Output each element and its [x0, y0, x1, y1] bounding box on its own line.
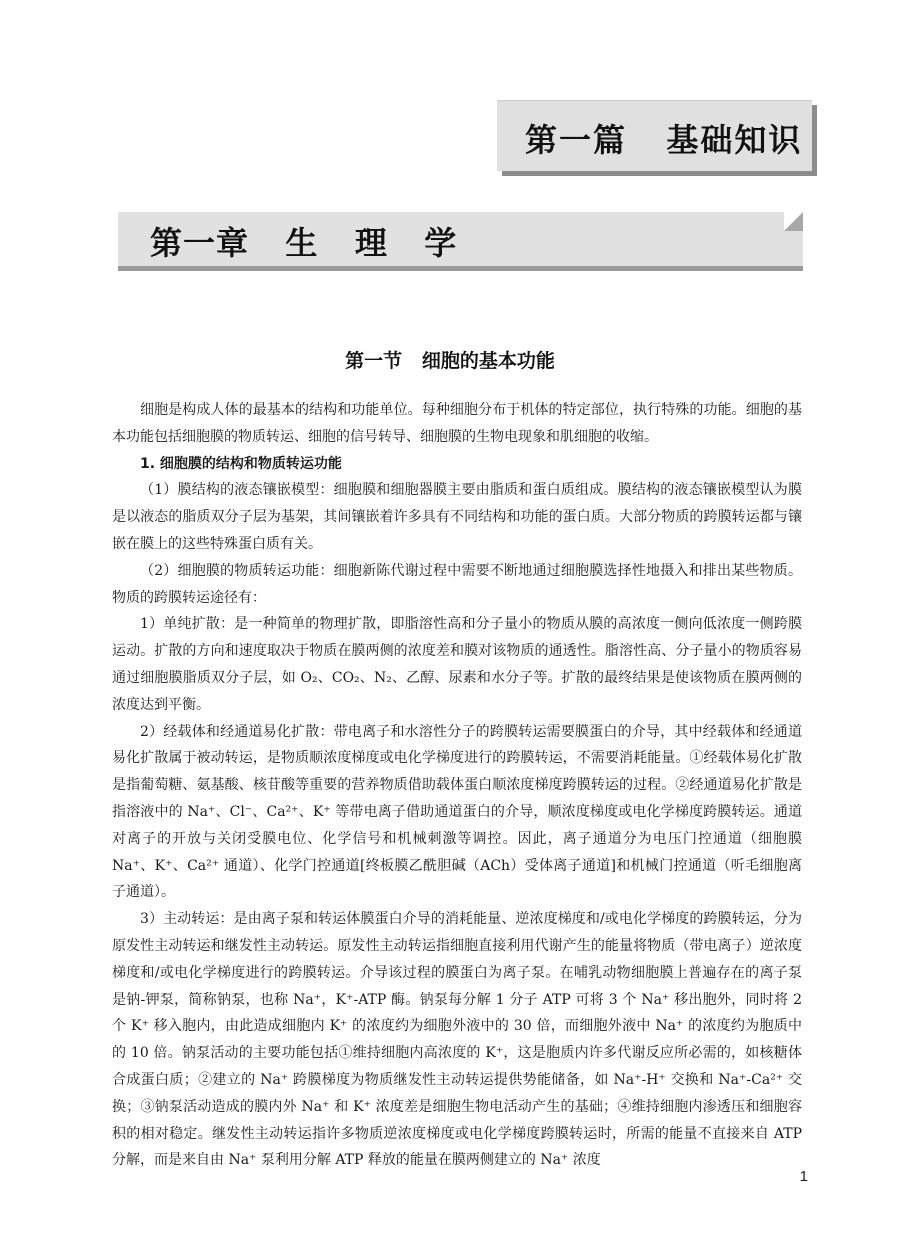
part-title-banner [497, 100, 812, 171]
body-text [112, 397, 802, 1174]
paragraph-simple-diffusion: 1）单纯扩散：是一种简单的物理扩散，即脂溶性高和分子量小的物质从膜的高浓度一侧向低浓度一侧跨膜运动。扩散的方向和速度取决于物质在膜两侧的浓度差和膜对该物质的通透性。脂溶性高、分子量小的物质容易通过细胞膜脂质双分子层，如 O₂、CO₂、N₂、乙醇、尿素和水分子等。扩散的最终结果是使该物质在膜两侧的浓度达到平衡。 [112, 616, 802, 713]
paragraph-membrane-model: （1）膜结构的液态镶嵌模型：细胞膜和细胞器膜主要由脂质和蛋白质组成。膜结构的液态镶嵌模型认为膜是以液态的脂质双分子层为基架，其间镶嵌着许多具有不同结构和功能的蛋白质。大部分物质的跨膜转运都与镶嵌在膜上的这些特殊蛋白质有关。 [112, 482, 802, 552]
paragraph-facilitated-diffusion: 2）经载体和经通道易化扩散：带电离子和水溶性分子的跨膜转运需要膜蛋白的介导，其中经载体和经通道易化扩散属于被动转运，是物质顺浓度梯度或电化学梯度进行的跨膜转运，不需要消耗能量。①经载体易化扩散是指葡萄糖、氨基酸、核苷酸等重要的营养物质借助载体蛋白顺浓度梯度跨膜转运的过程。②经通道易化扩散是指溶液中的 Na⁺、Cl⁻、Ca²⁺、K⁺ 等带电离子借助通道蛋白的介导，顺浓度梯度或电化学梯度跨膜转运。通道对离子的开放与关闭受膜电位、化学信号和机械刺激等调控。因此，离子通道分为电压门控通道（细胞膜 Na⁺、K⁺、Ca²⁺ 通道）、化学门控通道[终板膜乙酰胆碱（ACh）受体离子通道]和机械门控通道（听毛细胞离子通道）。 [112, 723, 802, 901]
intro-paragraph: 细胞是构成人体的最基本的结构和功能单位。每种细胞分布于机体的特定部位，执行特殊的功能。细胞的基本功能包括细胞膜的物质转运、细胞的信号转导、细胞膜的生物电现象和肌细胞的收缩。 [112, 402, 802, 445]
part-title: 第一篇 基础知识 [525, 121, 803, 159]
paragraph-active-transport: 3）主动转运：是由离子泵和转运体膜蛋白介导的消耗能量、逆浓度梯度和/或电化学梯度的跨膜转运，分为原发性主动转运和继发性主动转运。原发性主动转运指细胞直接利用代谢产生的能量将物质（带电离子）逆浓度梯度和/或电化学梯度进行的跨膜转运。介导该过程的膜蛋白为离子泵。在哺乳动物细胞膜上普遍存在的离子泵是钠-钾泵，简称钠泵，也称 Na⁺，K⁺-ATP 酶。钠泵每分解 1 分子 ATP 可将 3 个 Na⁺ 移出胞外，同时将 2 个 K⁺ 移入胞内，由此造成细胞内 K⁺ 的浓度约为细胞外液中的 30 倍，而细胞外液中 Na⁺ 的浓度约为胞质中的 10 倍。钠泵活动的主要功能包括①维持细胞内高浓度的 K⁺，这是胞质内许多代谢反应所必需的，如核糖体合成蛋白质；②建立的 Na⁺ 跨膜梯度为物质继发性主动转运提供势能储备，如 Na⁺-H⁺ 交换和 Na⁺-Ca²⁺ 交换；③钠泵活动造成的膜内外 Na⁺ 和 K⁺ 浓度差是细胞生物电活动产生的基础；④维持细胞内渗透压和细胞容积的相对稳定。继发性主动转运指许多物质逆浓度梯度或电化学梯度跨膜转运时，所需的能量不直接来自 ATP 分解，而是来自由 Na⁺ 泵利用分解 ATP 释放的能量在膜两侧建立的 Na⁺ 浓度 [112, 911, 802, 1169]
chapter-title-banner [118, 212, 803, 266]
subsection-heading: 1. 细胞膜的结构和物质转运功能 [140, 455, 342, 472]
section-title: 第一节 细胞的基本功能 [345, 350, 555, 372]
page-number: 1 [799, 1168, 808, 1185]
chapter-title: 第一章 生 理 学 [150, 224, 458, 262]
paragraph-transport-function: （2）细胞膜的物质转运功能：细胞新陈代谢过程中需要不断地通过细胞膜选择性地摄入和排出某些物质。物质的跨膜转运途径有： [112, 562, 802, 606]
banner-folded-corner [784, 212, 803, 231]
